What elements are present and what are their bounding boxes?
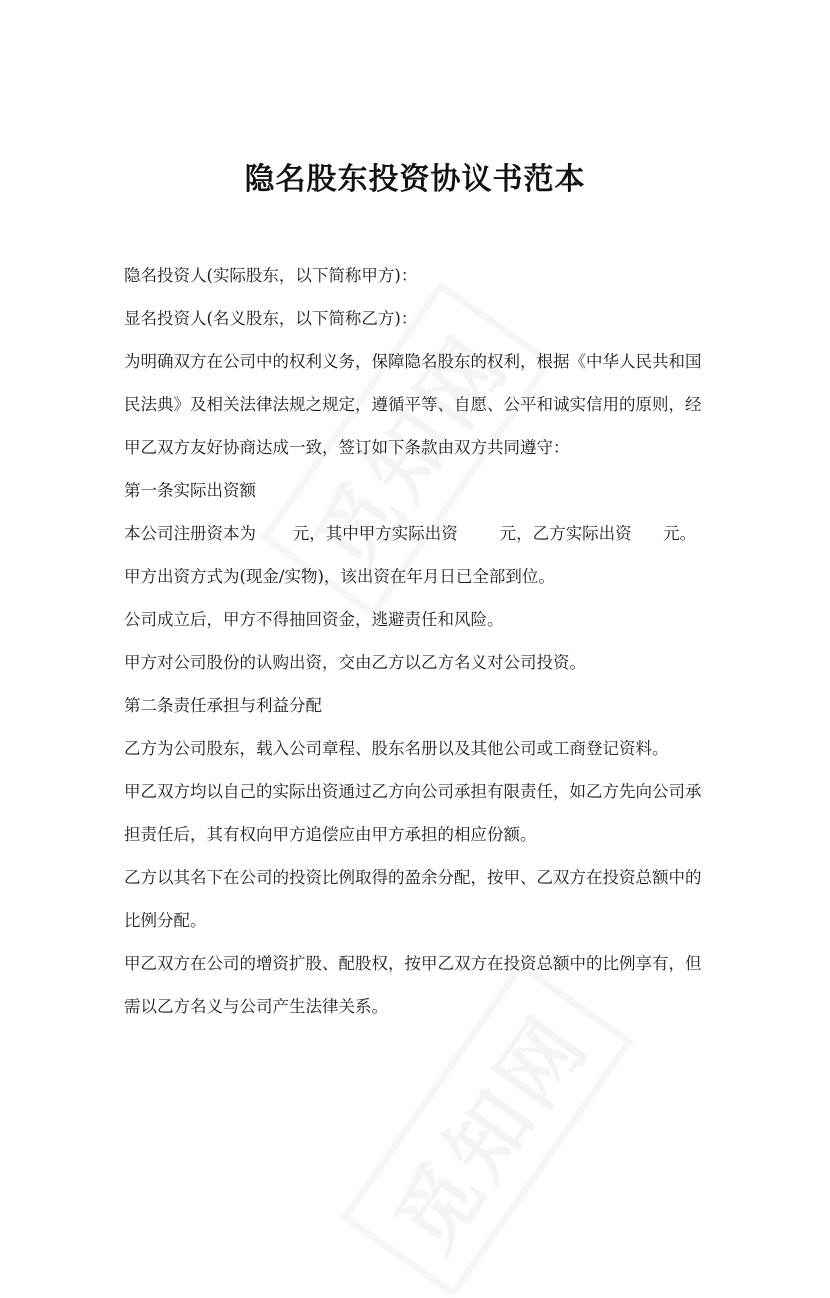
paragraph-line: 甲乙双方均以自己的实际出资通过乙方向公司承担有限责任，如乙方先向公司承 xyxy=(124,782,702,801)
paragraph-line: 隐名投资人(实际股东，以下简称甲方)： xyxy=(124,266,418,285)
paragraph-line: 甲乙双方友好协商达成一致，签订如下条款由双方共同遵守： xyxy=(124,438,570,457)
paragraph xyxy=(124,473,724,508)
paragraph xyxy=(124,774,724,852)
paragraph-line: 第二条责任承担与利益分配 xyxy=(124,696,322,715)
paragraph xyxy=(124,559,724,594)
paragraph-line: 第一条实际出资额 xyxy=(124,481,256,500)
paragraph-line: 显名投资人(名义股东，以下简称乙方)： xyxy=(124,309,418,328)
paragraph xyxy=(124,516,724,551)
document-title: 隐名股东投资协议书范本 xyxy=(244,162,586,197)
paragraph xyxy=(124,860,724,938)
paragraph-line: 本公司注册资本为 元，其中甲方实际出资 元，乙方实际出资 元。 xyxy=(124,524,697,543)
paragraph-line: 担责任后，其有权向甲方追偿应由甲方承担的相应份额。 xyxy=(124,825,537,844)
paragraph-line: 甲乙双方在公司的增资扩股、配股权，按甲乙双方在投资总额中的比例享有，但 xyxy=(124,954,702,973)
paragraph-line: 甲方出资方式为(现金/实物)，该出资在年月日已全部到位。 xyxy=(124,567,555,586)
paragraph xyxy=(124,645,724,680)
paragraph-line: 需以乙方名义与公司产生法律关系。 xyxy=(124,997,388,1016)
paragraph-line: 乙方以其名下在公司的投资比例取得的盈余分配，按甲、乙双方在投资总额中的 xyxy=(124,868,702,887)
paragraph xyxy=(124,688,724,723)
paragraph-line: 比例分配。 xyxy=(124,911,207,930)
paragraph xyxy=(124,602,724,637)
document-body xyxy=(124,258,724,1032)
paragraph-line: 公司成立后，甲方不得抽回资金，逃避责任和风险。 xyxy=(124,610,504,629)
paragraph-line: 甲方对公司股份的认购出资，交由乙方以乙方名义对公司投资。 xyxy=(124,653,586,672)
paragraph xyxy=(124,946,724,1024)
paragraph-line: 乙方为公司股东，载入公司章程、股东名册以及其他公司或工商登记资料。 xyxy=(124,739,669,758)
paragraph xyxy=(124,731,724,766)
paragraph xyxy=(124,344,724,465)
paragraph xyxy=(124,301,724,336)
paragraph xyxy=(124,258,724,293)
paragraph-line: 民法典》及相关法律法规之规定，遵循平等、自愿、公平和诚实信用的原则，经 xyxy=(124,395,702,414)
paragraph-line: 为明确双方在公司中的权利义务，保障隐名股东的权利，根据《中华人民共和国 xyxy=(124,352,702,371)
